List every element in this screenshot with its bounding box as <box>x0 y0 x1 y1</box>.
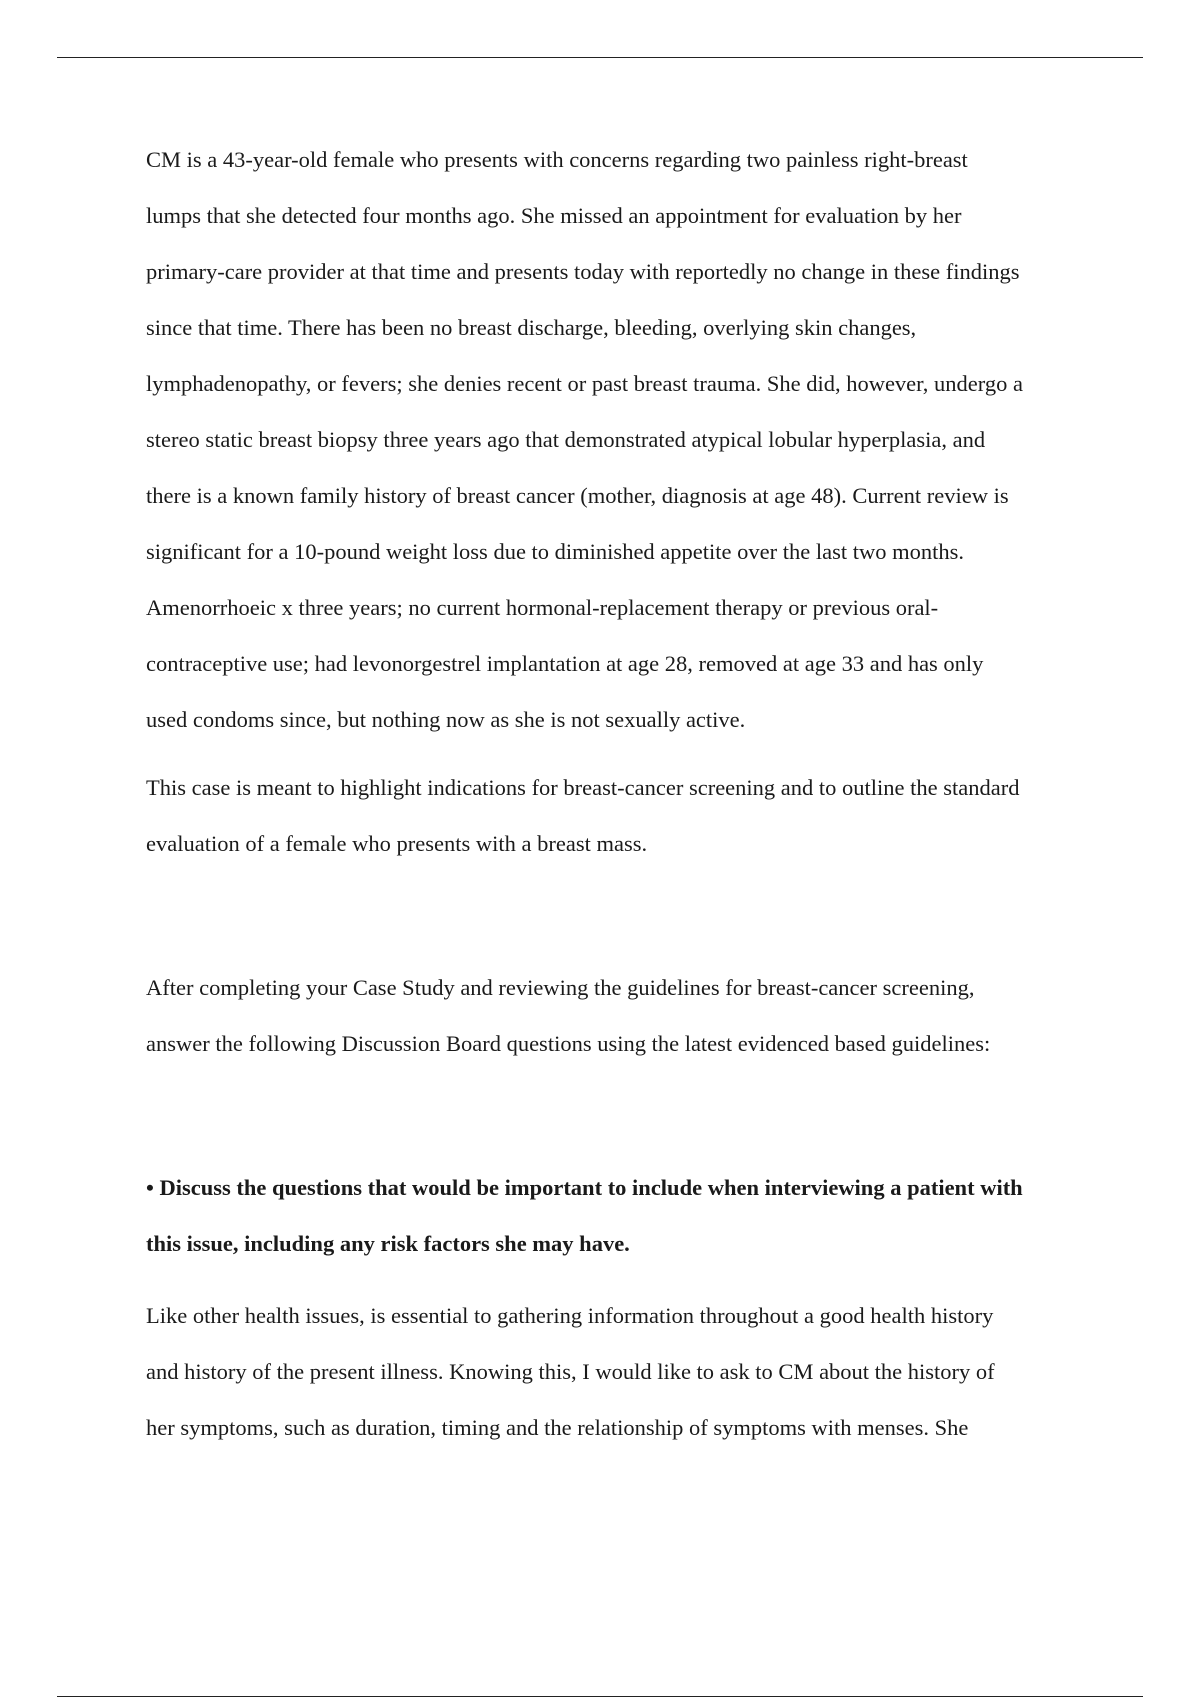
text-line: primary-care provider at that time and presents today with reportedly no change in these findings <box>146 259 1020 284</box>
text-line: used condoms since, but nothing now as she is not sexually active. <box>146 707 746 732</box>
assignment-instructions-paragraph <box>146 960 1096 1072</box>
text-line: there is a known family history of breast cancer (mother, diagnosis at age 48). Current review is <box>146 483 1009 508</box>
text-line: After completing your Case Study and reviewing the guidelines for breast-cancer screening, <box>146 975 975 1000</box>
text-line: lumps that she detected four months ago. She missed an appointment for evaluation by her <box>146 203 962 228</box>
discussion-question-paragraph <box>146 1160 1096 1272</box>
text-line: this issue, including any risk factors she may have. <box>146 1231 630 1256</box>
text-line: This case is meant to highlight indications for breast-cancer screening and to outline the standard <box>146 775 1020 800</box>
case-purpose-paragraph <box>146 760 1096 872</box>
header-rule <box>57 57 1143 58</box>
text-line: answer the following Discussion Board questions using the latest evidenced based guidelines: <box>146 1031 991 1056</box>
answer-paragraph <box>146 1288 1096 1456</box>
text-line: and history of the present illness. Knowing this, I would like to ask to CM about the history of <box>146 1359 995 1384</box>
text-line: lymphadenopathy, or fevers; she denies recent or past breast trauma. She did, however, undergo a <box>146 371 1023 396</box>
text-line: CM is a 43-year-old female who presents with concerns regarding two painless right-breast <box>146 147 968 172</box>
text-line: Like other health issues, is essential to gathering information throughout a good health history <box>146 1303 994 1328</box>
case-description-paragraph <box>146 132 1096 748</box>
text-line: • Discuss the questions that would be important to include when interviewing a patient with <box>146 1175 1023 1200</box>
text-line: contraceptive use; had levonorgestrel implantation at age 28, removed at age 33 and has only <box>146 651 984 676</box>
text-line: stereo static breast biopsy three years ago that demonstrated atypical lobular hyperplasia, and <box>146 427 986 452</box>
footer-rule <box>57 1696 1143 1697</box>
text-line: significant for a 10-pound weight loss due to diminished appetite over the last two months. <box>146 539 964 564</box>
text-line: since that time. There has been no breast discharge, bleeding, overlying skin changes, <box>146 315 917 340</box>
text-line: Amenorrhoeic x three years; no current hormonal-replacement therapy or previous oral- <box>146 595 939 620</box>
text-line: evaluation of a female who presents with a breast mass. <box>146 831 648 856</box>
text-line: her symptoms, such as duration, timing and the relationship of symptoms with menses. She <box>146 1415 969 1440</box>
